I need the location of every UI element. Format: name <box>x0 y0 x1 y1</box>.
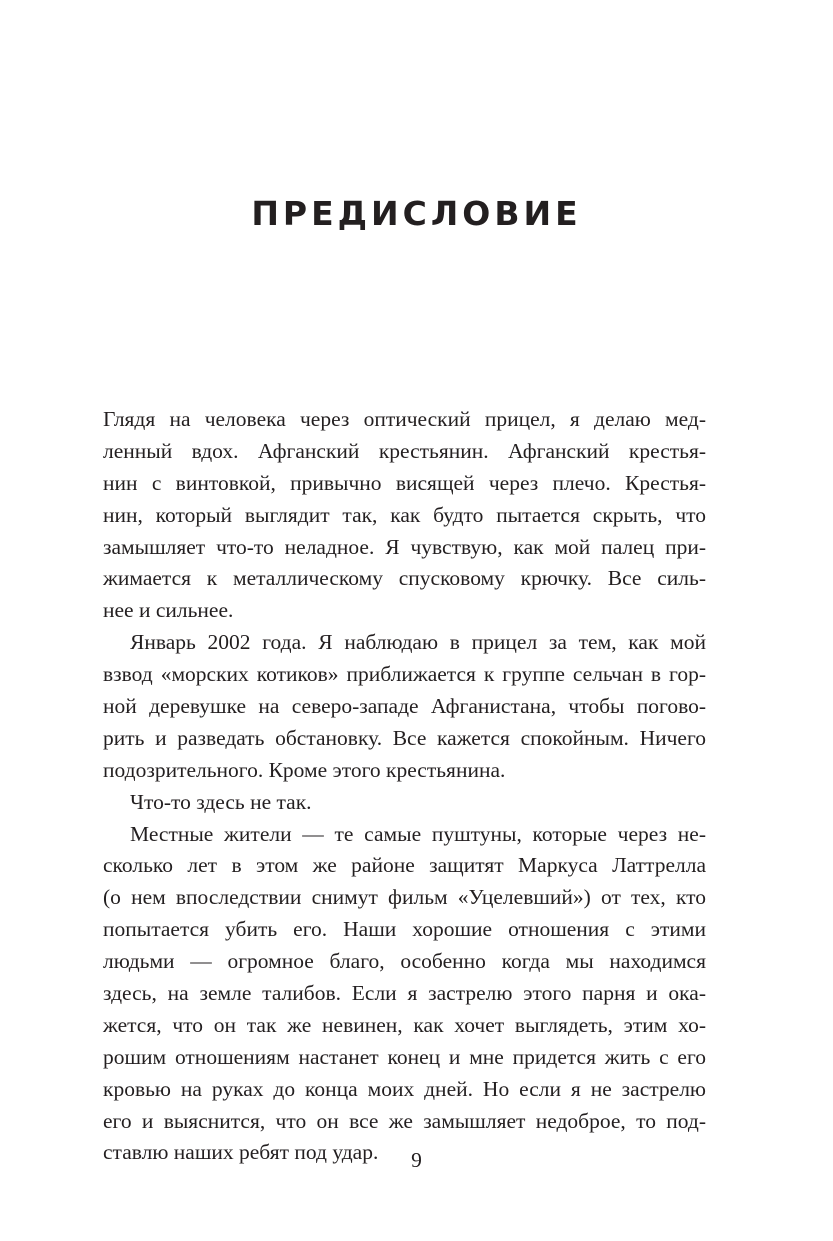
text-line: его и выяснится, что он все же замышляет недоброе, то под- <box>103 1108 706 1133</box>
text-line: замышляет что-то неладное. Я чувствую, как мой палец при- <box>103 534 706 559</box>
text-line: нин с винтовкой, привычно висящей через плечо. Крестья- <box>103 470 706 495</box>
paragraph <box>103 819 706 1170</box>
text-line: (о нем впоследствии снимут фильм «Уцелевший») от тех, кто <box>103 885 706 910</box>
text-line: подозрительного. Кроме этого крестьянина. <box>103 757 506 782</box>
text-line: рошим отношениям настанет конец и мне придется жить с его <box>103 1044 706 1069</box>
body-text <box>103 404 706 1169</box>
page-number: 9 <box>411 1148 422 1172</box>
text-line: ной деревушке на северо-западе Афганистана, чтобы погово- <box>103 694 706 719</box>
text-line: жется, что он так же невинен, как хочет выглядеть, этим хо- <box>103 1012 706 1037</box>
text-line: нее и сильнее. <box>103 598 234 623</box>
text-line: рить и разведать обстановку. Все кажется спокойным. Ничего <box>103 725 706 750</box>
text-line: сколько лет в этом же районе защитят Маркуса Латтрелла <box>103 853 706 878</box>
text-line: Глядя на человека через оптический прицел, я делаю мед- <box>103 407 706 431</box>
text-line: ленный вдох. Афганский крестьянин. Афганский крестья- <box>103 438 706 463</box>
text-line: ставлю наших ребят под удар. <box>103 1140 379 1165</box>
text-line: Январь 2002 года. Я наблюдаю в прицел за тем, как мой <box>130 630 706 655</box>
text-line: кровью на руках до конца моих дней. Но если я не застрелю <box>103 1076 706 1101</box>
paragraph <box>103 404 706 627</box>
paragraph <box>103 627 706 786</box>
text-line: Местные жители — те самые пуштуны, которые через не- <box>130 821 706 846</box>
chapter-title: ПРЕДИСЛОВИЕ <box>251 194 582 233</box>
text-line: Что-то здесь не так. <box>130 789 312 814</box>
text-line: людьми — огромное благо, особенно когда мы находимся <box>103 949 706 974</box>
text-line: попытается убить его. Наши хорошие отношения с этими <box>103 917 706 942</box>
text-line: взвод «морских котиков» приближается к группе сельчан в гор- <box>103 662 706 687</box>
text-line: нин, который выглядит так, как будто пытается скрыть, что <box>103 502 706 527</box>
text-line: здесь, на земле талибов. Если я застрелю этого парня и ока- <box>103 981 706 1006</box>
text-line: жимается к металлическому спусковому крючку. Все силь- <box>103 566 706 591</box>
paragraph <box>103 787 706 819</box>
